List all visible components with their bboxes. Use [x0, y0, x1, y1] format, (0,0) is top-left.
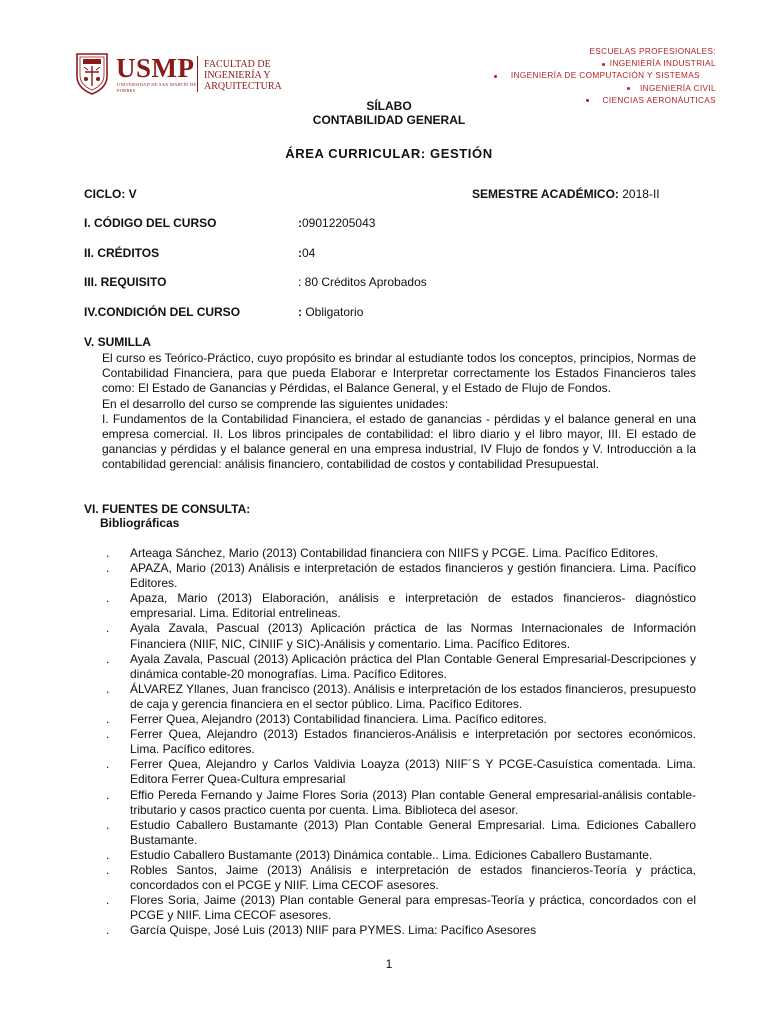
reference-text: Arteaga Sánchez, Mario (2013) Contabilidad financiera con NIIFS y PCGE. Lima. Pacífico Editores. [130, 546, 659, 560]
reference-bullet: . [106, 757, 110, 772]
logo-divider [197, 56, 198, 92]
reference-bullet: . [106, 862, 110, 877]
reference-bullet: . [106, 681, 110, 696]
credits-value: 04 [302, 246, 316, 260]
cycle-label: CICLO: V [84, 187, 137, 201]
reference-bullet: . [106, 546, 110, 560]
professional-schools [494, 46, 716, 107]
reference-item [106, 727, 696, 757]
course-title: CONTABILIDAD GENERAL [312, 113, 466, 127]
reference-bullet: . [106, 923, 110, 938]
school-label: CIENCIAS AERONÁUTICAS [602, 95, 716, 105]
schools-title: ESCUELAS PROFESIONALES: [589, 47, 716, 56]
course-code-field [298, 216, 375, 230]
sources-heading: VI. FUENTES DE CONSULTA: [84, 502, 251, 516]
requirement-label: III. REQUISITO [84, 275, 167, 289]
bibliographic-subheading: Bibliográficas [100, 516, 180, 530]
reference-item [106, 893, 696, 923]
requirement-value: : 80 Créditos Aprobados [298, 275, 427, 289]
reference-bullet: . [106, 621, 110, 636]
school-label: INGENIERÍA CIVIL [639, 83, 716, 93]
reference-list [106, 546, 696, 938]
course-code-label: I. CÓDIGO DEL CURSO [84, 216, 217, 230]
credits-field [298, 246, 315, 260]
reference-item [106, 863, 696, 893]
condition-field [298, 305, 363, 319]
curricular-area: ÁREA CURRICULAR: GESTIÓN [285, 146, 493, 161]
reference-item [106, 546, 696, 561]
reference-text: Estudio Caballero Bustamante (2013) Plan Contable General Empresarial. Lima. Ediciones Caballero Bustamante. [130, 817, 696, 847]
sumilla-heading: V. SUMILLA [84, 335, 151, 349]
reference-item [106, 712, 696, 727]
semester-value: 2018-II [622, 187, 660, 201]
reference-text: Effio Pereda Fernando y Jaime Flores Soria (2013) Plan contable General empresarial-análisis contable-tributario y casos practico cuenta por cuenta. Lima. Biblioteca del asesor. [130, 787, 696, 817]
reference-text: APAZA, Mario (2013) Análisis e interpretación de estados financieros y gestión financiera. Lima. Pacífico Editores. [130, 561, 696, 591]
university-crest-icon [74, 50, 110, 96]
semester-field [472, 187, 660, 201]
reference-bullet: . [106, 787, 110, 802]
reference-item [106, 591, 696, 621]
reference-item [106, 923, 696, 938]
school-item [494, 70, 716, 82]
colon: : [298, 216, 302, 230]
reference-text: Ferrer Quea, Alejandro y Carlos Valdivia Loayza (2013) NIIF´S Y PCGE-Casuística comentada. Lima. Editora Ferrer Quea-Cultura empresarial [130, 757, 696, 787]
reference-item [106, 818, 696, 848]
credits-label: II. CRÉDITOS [84, 246, 160, 260]
reference-text: Ayala Zavala, Pascual (2013) Aplicación práctica del Plan Contable General Empresarial-Descripciones y dinámica contable-20 monografías. Lima. Pacífico Editores. [130, 651, 696, 681]
reference-bullet: . [106, 651, 110, 666]
reference-item [106, 621, 696, 651]
sumilla-body [102, 351, 696, 473]
sumilla-paragraph-2: En el desarrollo del curso se comprende las siguientes unidades: [102, 396, 449, 411]
sumilla-paragraph-1: El curso es Teórico-Práctico, cuyo propósito es brindar al estudiante todos los conceptos, principios, Normas de Contabilidad Financiera, para que pueda Elaborar e Interpretar correctamente los Estados Financieros tales como: El Estado de Ganancias y Pérdidas, el Balance General, y el Estado de Flujo de Fondos. [102, 351, 696, 396]
sumilla-paragraph-3: I. Fundamentos de la Contabilidad Financiera, el estado de ganancias - pérdidas y el balance general en una empresa comercial. II. Los libros principales de contabilidad: el libro diario y el libro mayor, III. El estado de ganancias y pérdidas y el balance general en una empresa industrial, IV Flujo de fondos y V. Introducción a la contabilidad gerencial: análisis financiero, contabilidad de costos y contabilidad Presupuestal. [102, 411, 696, 472]
reference-text: Ferrer Quea, Alejandro (2013) Contabilidad financiera. Lima. Pacífico editores. [130, 712, 547, 727]
school-item [494, 83, 716, 95]
school-label: INGENIERÍA DE COMPUTACIÓN Y SISTEMAS [510, 71, 700, 81]
colon: : [298, 305, 302, 319]
reference-bullet: . [106, 561, 110, 576]
reference-bullet: . [106, 893, 110, 908]
usmp-logo [74, 50, 334, 98]
course-code-value: 09012205043 [302, 216, 376, 230]
reference-item [106, 561, 696, 591]
reference-item [106, 848, 696, 863]
semester-label: SEMESTRE ACADÉMICO: [472, 187, 619, 201]
reference-bullet: . [106, 817, 110, 832]
colon: : [298, 246, 302, 260]
condition-value: Obligatorio [305, 305, 364, 319]
reference-bullet: . [106, 727, 110, 742]
reference-item [106, 788, 696, 818]
reference-text: Ayala Zavala, Pascual (2013) Aplicación práctica de las Normas Internacionales de Información Financiera (NIIF, NIC, CINIIF y SIC)-Análisis y comentario. Lima. Pacífico Editores. [130, 621, 696, 651]
reference-bullet: . [106, 712, 110, 727]
faculty-line-2: INGENIERÍA Y ARQUITECTURA [204, 70, 282, 92]
condition-label: IV.CONDICIÓN DEL CURSO [84, 305, 241, 319]
reference-item [106, 682, 696, 712]
reference-text: Apaza, Mario (2013) Elaboración, análisis e interpretación de estados financieros- diagnóstico empresarial. Lima. Editorial entrelineas. [130, 591, 696, 621]
bullet-icon [627, 87, 630, 90]
faculty-line-1: FACULTAD DE [204, 59, 271, 70]
reference-text: Ferrer Quea, Alejandro (2013) Estados financieros-Análisis e interpretación por sectores económicos. Lima. Pacífico editores. [130, 727, 696, 757]
faculty-name [204, 59, 334, 92]
bullet-icon [602, 63, 605, 66]
reference-item [106, 757, 696, 787]
document-title: SÍLABO [366, 99, 412, 113]
reference-text: Robles Santos, Jaime (2013) Análisis e interpretación de estados financieros-Teoría y práctica, concordados con el PCGE y NIIF. Lima CECOF asesores. [130, 862, 696, 893]
reference-text: Flores Soria, Jaime (2013) Plan contable General para empresas-Teoría y práctica, concordados con el PCGE y NIIF. Lima CECOF asesores. [130, 893, 696, 923]
reference-bullet: . [106, 591, 110, 606]
reference-bullet: . [106, 847, 110, 862]
reference-text: García Quispe, José Luis (2013) NIIF para PYMES. Lima: Pacífico Asesores [130, 923, 537, 938]
page-number: 1 [385, 957, 393, 971]
reference-text: ÁLVAREZ Yllanes, Juan francisco (2013). Análisis e interpretación de los estados financieros, presupuesto de caja y gerencia financiera en el sector público. Lima. Pacífico Editores. [130, 681, 696, 711]
logo-wordmark: USMP [116, 53, 195, 83]
school-label: INGENIERÍA INDUSTRIAL [609, 59, 716, 69]
reference-item [106, 652, 696, 682]
bullet-icon [494, 75, 497, 78]
school-item [494, 58, 716, 70]
reference-text: Estudio Caballero Bustamante (2013) Dinámica contable.. Lima. Ediciones Caballero Bustamante. [130, 847, 653, 862]
logo-university-name: UNIVERSIDAD DE SAN MARTÍN DE PORRES [117, 82, 197, 93]
